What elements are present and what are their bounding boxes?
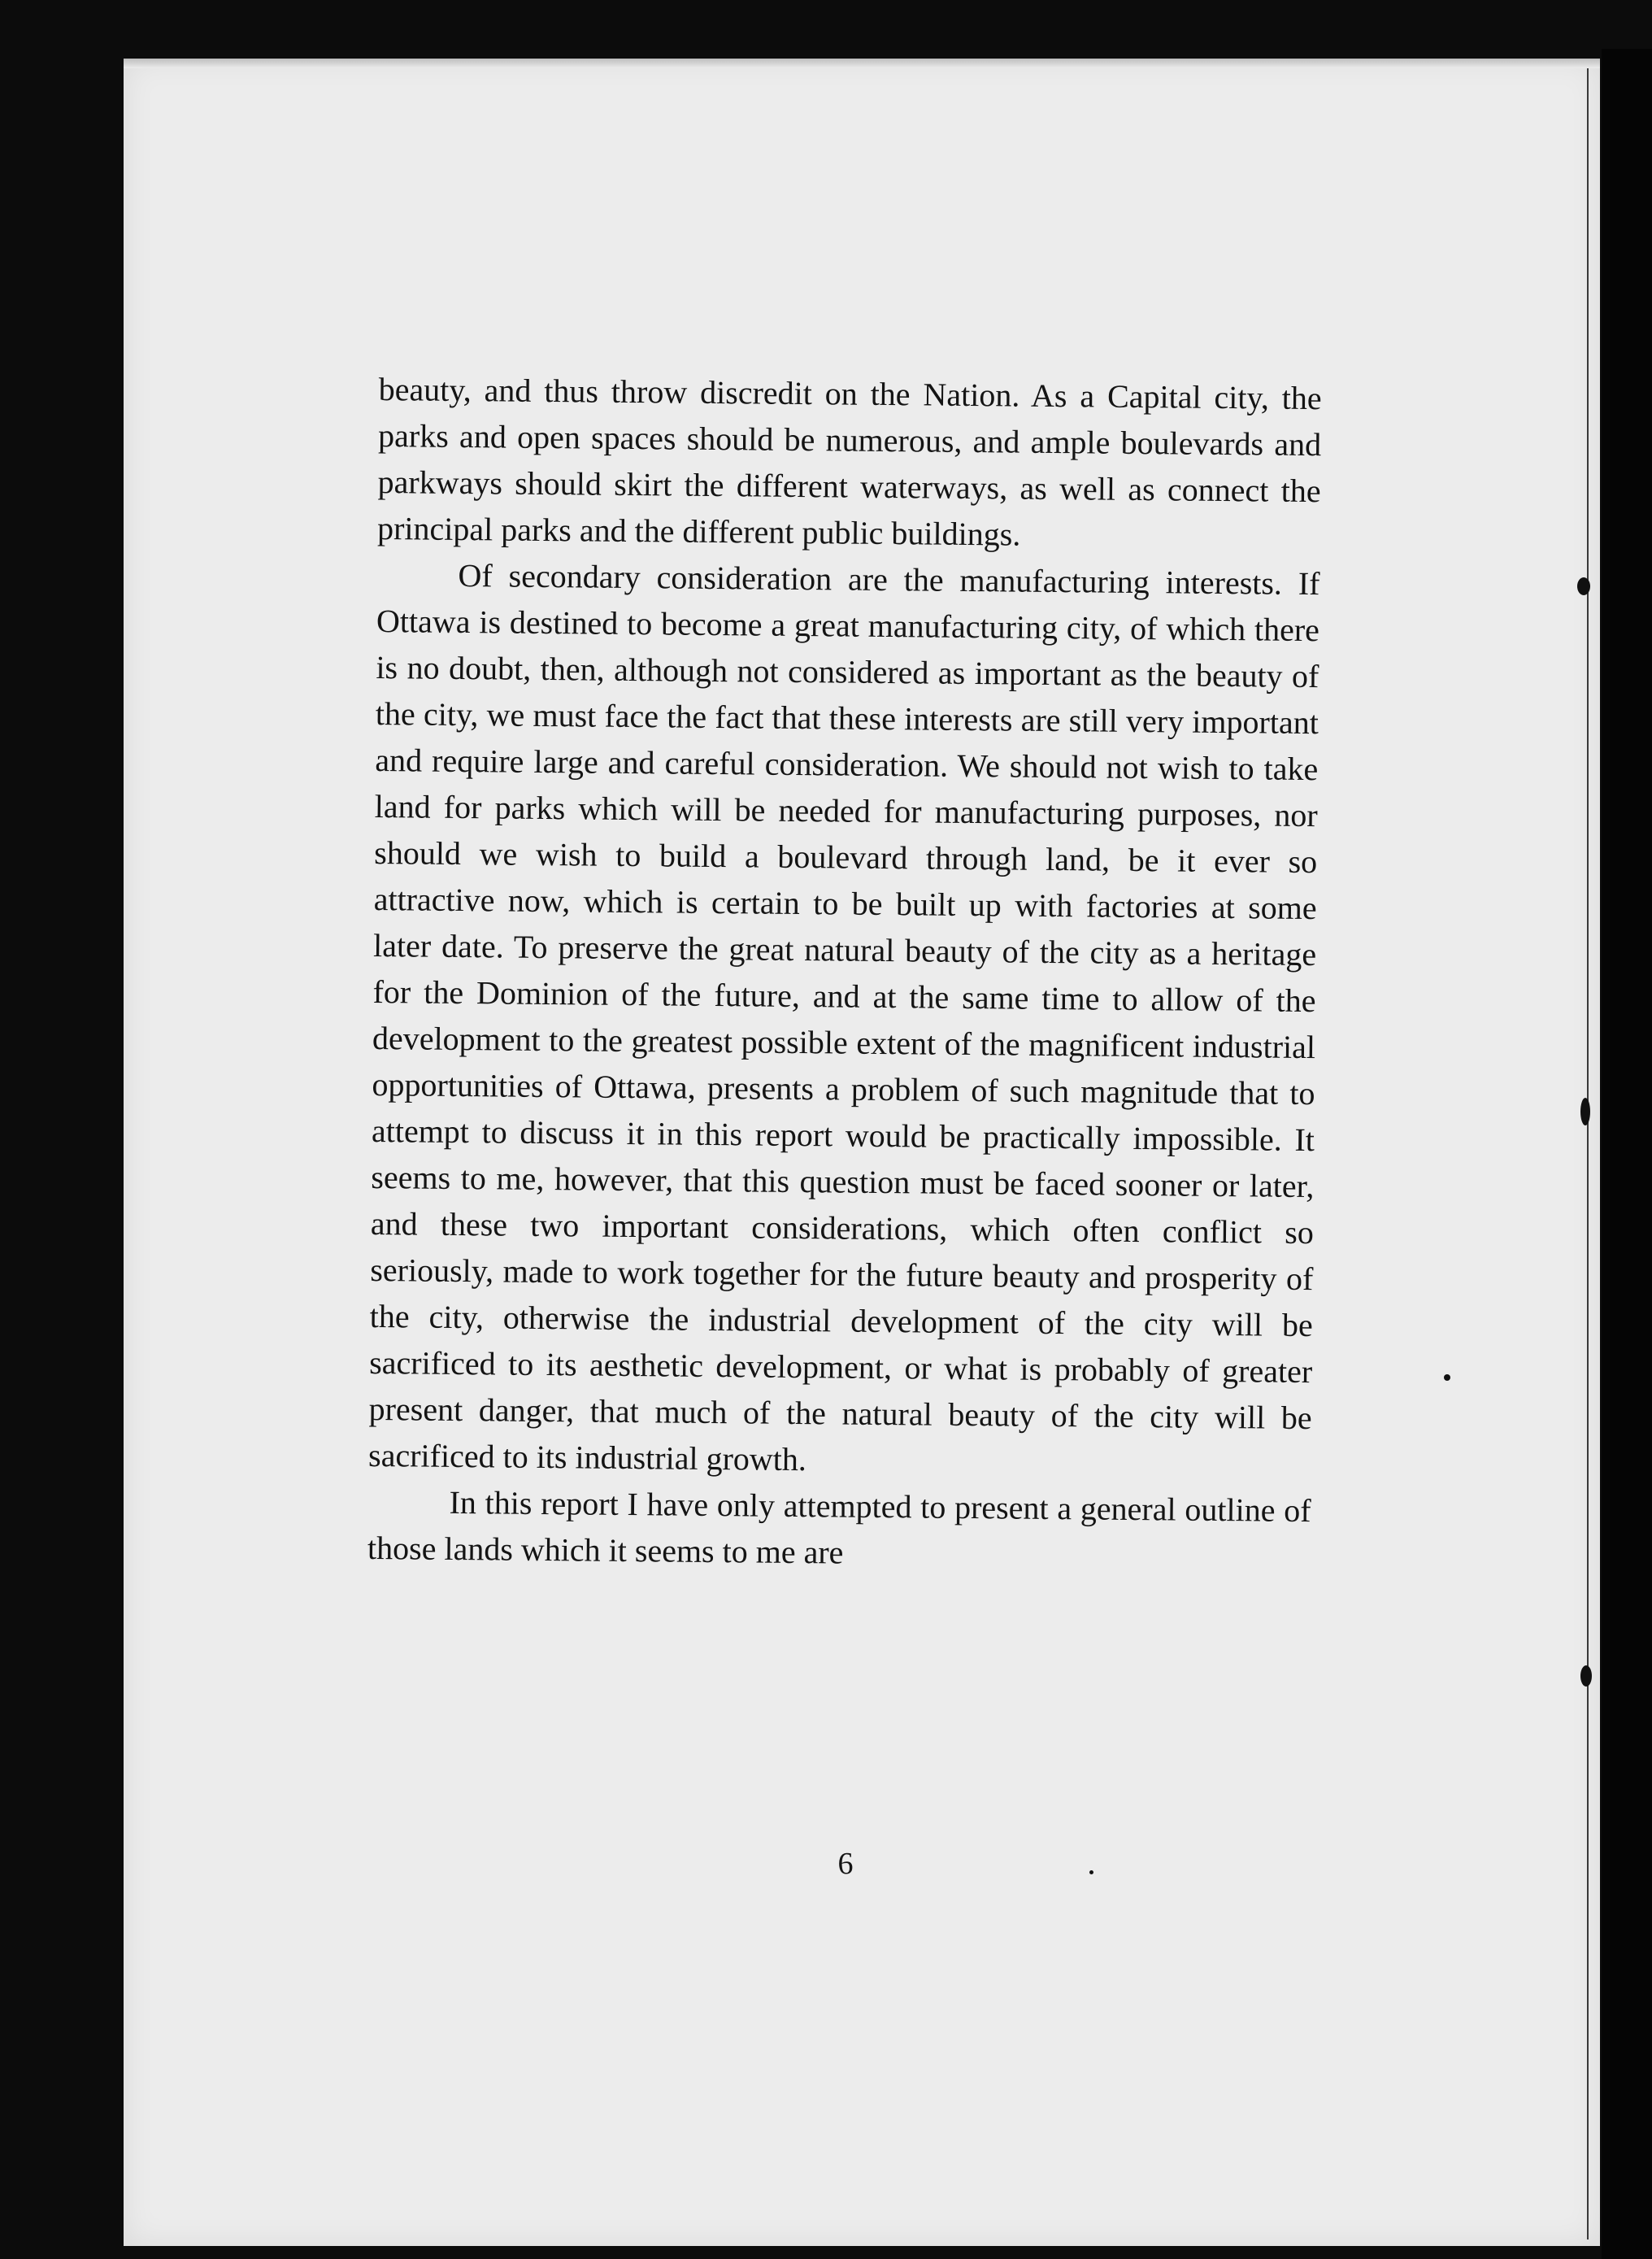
page-top-edge bbox=[124, 59, 1600, 68]
body-text bbox=[367, 366, 1322, 1580]
scan-speck bbox=[1580, 1665, 1592, 1687]
facing-page-edge bbox=[1587, 68, 1589, 2239]
scan-speck bbox=[1089, 1870, 1093, 1874]
page-number: 6 bbox=[837, 1847, 854, 1881]
scan-speck bbox=[1577, 577, 1590, 595]
paragraph: beauty, and thus throw discredit on the Nation. As a Capital city, the parks and open spaces should be numerous, and ample boulevards and parkways should skirt the different waterways, as well as connect the principal parks and the different public buildings. bbox=[376, 370, 1322, 553]
scan-speck bbox=[1444, 1374, 1450, 1381]
paragraph: In this report I have only attempted to present a general outline of those lands which it seems to me are bbox=[367, 1483, 1311, 1571]
scan-speck bbox=[1580, 1098, 1590, 1125]
scan-border bbox=[1602, 49, 1652, 2259]
paragraph: Of secondary consideration are the manufacturing interests. If Ottawa is destined to become a great manufacturing city, of which there is no doubt, then, although not considered as important as the beauty of the city, we must face the fact that these interests are still very important and require large and careful consideration. We should not wish to take land for parks which will be needed for manufacturing purposes, nor should we wish to build a boulevard through land, be it ever so attractive now, which is certain to be built up with factories at some later date. To preserve the great natural beauty of the city as a heritage for the Dominion of the future, and at the same time to allow of the development to the greatest possible extent of the magnificent industrial opportunities of Ottawa, presents a problem of such magnitude that to attempt to discuss it in this report would be practically impossible. It seems to me, however, that this question must be faced sooner or later, and these two important considerations, which often conflict so seriously, made to work together for the future beauty and prosperity of the city, otherwise the industrial development of the city will be sacrificed to its aesthetic development, or what is probably of greater present danger, that much of the natural beauty of the city will be sacrificed to its industrial growth. bbox=[367, 556, 1320, 1478]
